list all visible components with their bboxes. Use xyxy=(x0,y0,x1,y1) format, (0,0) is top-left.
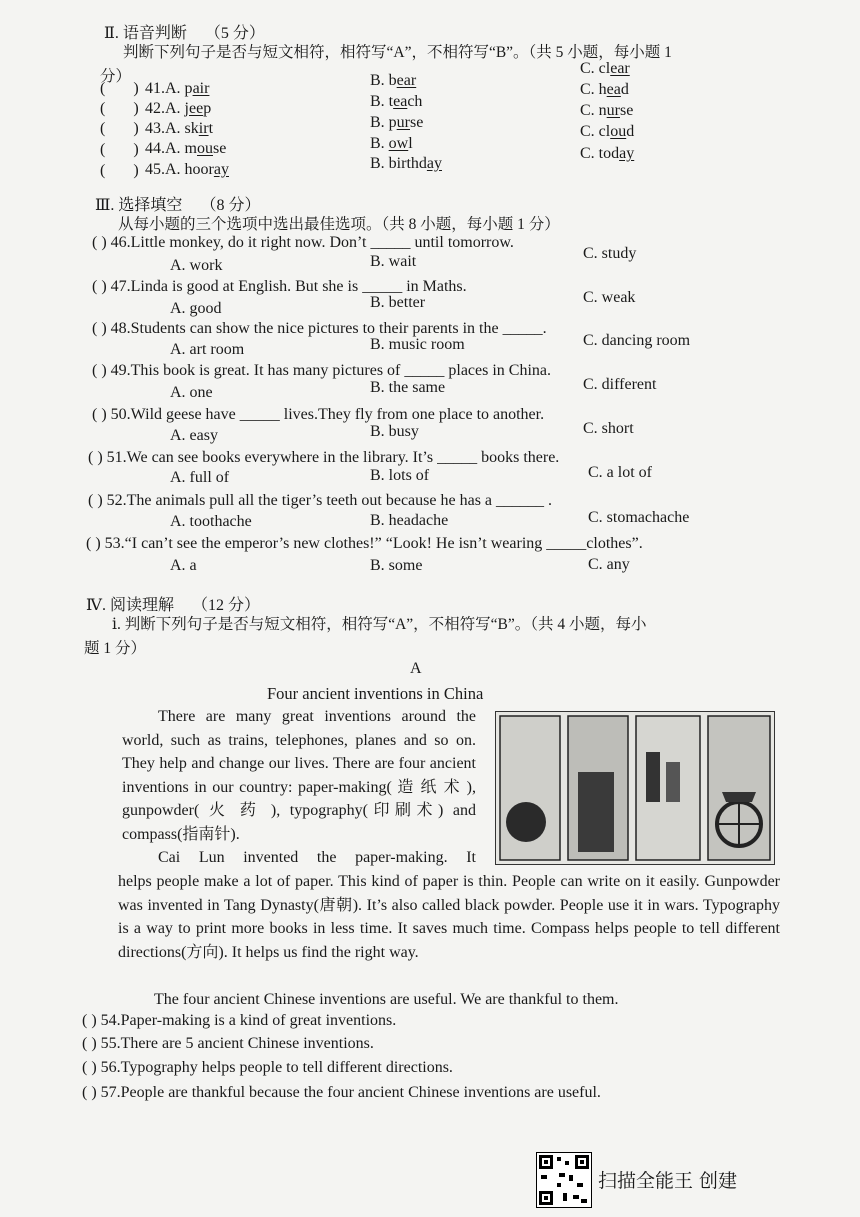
question-53-a: A. a xyxy=(170,557,197,574)
question-46-a: A. work xyxy=(170,257,223,274)
section-2-instruction-cont: 分） xyxy=(100,68,132,85)
question-42-b: B. teach xyxy=(370,93,423,110)
question-42-a: 42.A. jeep xyxy=(145,100,212,117)
question-41-b: B. bear xyxy=(370,72,417,89)
question-49-b: B. the same xyxy=(370,379,446,396)
question-43-c: C. nurse xyxy=(580,102,634,119)
passage-paragraph-1: There are many great inventions around the world, such as trains, telephones, planes and so on. They help and change our lives. There are four ancient inventions in our country: paper-making( 造 纸 术 ), gunpowder( 火 药 ), typography(印刷术) and compass(指南针). xyxy=(122,708,476,843)
question-43-b: B. purse xyxy=(370,114,424,131)
question-45-c: C. today xyxy=(580,145,635,162)
section-2-instruction: 判断下列句子是否与短文相符，相符写“A”，不相符写“B”。（共 5 小题，每小题 1 xyxy=(123,44,672,61)
question-46-c: C. study xyxy=(583,245,637,262)
question-56: ( ) 56.Typography helps people to tell different directions. xyxy=(82,1059,453,1076)
question-51-stem: ( ) 51.We can see books everywhere in the library. It’s _____ books there. xyxy=(88,449,560,466)
passage-label: A xyxy=(410,660,422,677)
question-47-c: C. weak xyxy=(583,289,636,306)
question-50-stem: ( ) 50.Wild geese have _____ lives.They fly from one place to another. xyxy=(92,406,545,423)
section-4-instruction: ⅰ. 判断下列句子是否与短文相符，相符写“A”，不相符写“B”。（共 4 小题，每小 xyxy=(112,616,647,633)
question-47-stem: ( ) 47.Linda is good at English. But she is _____ in Maths. xyxy=(92,278,467,295)
question-49-stem: ( ) 49.This book is great. It has many pictures of _____ places in China. xyxy=(92,362,552,379)
question-48-stem: ( ) 48.Students can show the nice pictures to their parents in the _____. xyxy=(92,320,547,337)
question-51-b: B. lots of xyxy=(370,467,430,484)
inventions-picture xyxy=(495,711,775,865)
question-45-a: 45.A. hooray xyxy=(145,161,229,178)
question-52-a: A. toothache xyxy=(170,513,252,530)
question-41-a: 41.A. pair xyxy=(145,80,210,97)
answer-blank[interactable]: ( ) xyxy=(100,141,139,158)
answer-blank[interactable]: ( ) xyxy=(100,120,139,137)
question-52-c: C. stomachache xyxy=(588,509,690,526)
section-2-heading: Ⅱ. 语音判断 xyxy=(104,25,187,42)
section-3-instruction: 从每小题的三个选项中选出最佳选项。（共 8 小题，每小题 1 分） xyxy=(118,216,560,233)
question-44-a: 44.A. mouse xyxy=(145,140,227,157)
question-50-a: A. easy xyxy=(170,427,218,444)
passage-paragraph-2-start: Cai Lun invented the paper-making. It xyxy=(158,849,476,866)
answer-blank[interactable]: ( ) xyxy=(100,100,139,117)
passage-title: Four ancient inventions in China xyxy=(267,684,484,703)
inventions-illustration xyxy=(496,712,774,864)
qr-code-graphic xyxy=(537,1153,591,1207)
question-53-b: B. some xyxy=(370,557,423,574)
question-45-b: B. birthday xyxy=(370,155,442,172)
passage-paragraph-3: The four ancient Chinese inventions are useful. We are thankful to them. xyxy=(154,991,619,1008)
question-55: ( ) 55.There are 5 ancient Chinese inventions. xyxy=(82,1035,374,1052)
question-52-b: B. headache xyxy=(370,512,449,529)
question-46-b: B. wait xyxy=(370,253,417,270)
question-54: ( ) 54.Paper-making is a kind of great inventions. xyxy=(82,1012,397,1029)
question-46-stem: ( ) 46.Little monkey, do it right now. Don’t _____ until tomorrow. xyxy=(92,234,514,251)
section-4-score: （12 分） xyxy=(192,597,261,614)
question-48-a: A. art room xyxy=(170,341,245,358)
question-43-a: 43.A. skirt xyxy=(145,120,214,137)
question-50-b: B. busy xyxy=(370,423,419,440)
answer-blank[interactable]: ( ) xyxy=(100,80,139,97)
question-47-b: B. better xyxy=(370,294,426,311)
question-44-c: C. cloud xyxy=(580,123,635,140)
question-51-a: A. full of xyxy=(170,469,230,486)
qr-code-icon xyxy=(536,1152,592,1208)
question-51-c: C. a lot of xyxy=(588,464,652,481)
answer-blank[interactable]: ( ) xyxy=(100,162,139,179)
question-44-b: B. owl xyxy=(370,135,413,152)
question-50-c: C. short xyxy=(583,420,634,437)
question-57: ( ) 57.People are thankful because the four ancient Chinese inventions are useful. xyxy=(82,1084,601,1101)
section-3-score: （8 分） xyxy=(200,197,261,214)
passage-paragraph-2-rest: helps people make a lot of paper. This kind of paper is thin. People can write on it easily. Gunpowder was invented in Tang Dynasty(唐朝). It’s also called black powder. People use it in wars. Typography is a way to print more books in less time. It saves much time. Compass helps people to tell different directions(方向). It helps us find the right way. xyxy=(118,873,780,961)
question-49-a: A. one xyxy=(170,384,213,401)
question-53-stem: ( ) 53.“I can’t see the emperor’s new clothes!” “Look! He isn’t wearing _____clothes”. xyxy=(86,535,643,552)
question-42-c: C. head xyxy=(580,81,629,98)
question-52-stem: ( ) 52.The animals pull all the tiger’s teeth out because he has a ______ . xyxy=(88,492,553,509)
section-3-heading: Ⅲ. 选择填空 xyxy=(95,197,183,214)
section-4-heading: Ⅳ. 阅读理解 xyxy=(86,597,174,614)
question-53-c: C. any xyxy=(588,556,630,573)
section-4-instruction-cont: 题 1 分） xyxy=(84,640,147,657)
question-49-c: C. different xyxy=(583,376,657,393)
question-47-a: A. good xyxy=(170,300,222,317)
question-48-c: C. dancing room xyxy=(583,332,691,349)
section-2-score: （5 分） xyxy=(204,25,265,42)
question-41-c: C. clear xyxy=(580,60,630,77)
question-48-b: B. music room xyxy=(370,336,465,353)
scanner-watermark: 扫描全能王 创建 xyxy=(598,1170,738,1192)
